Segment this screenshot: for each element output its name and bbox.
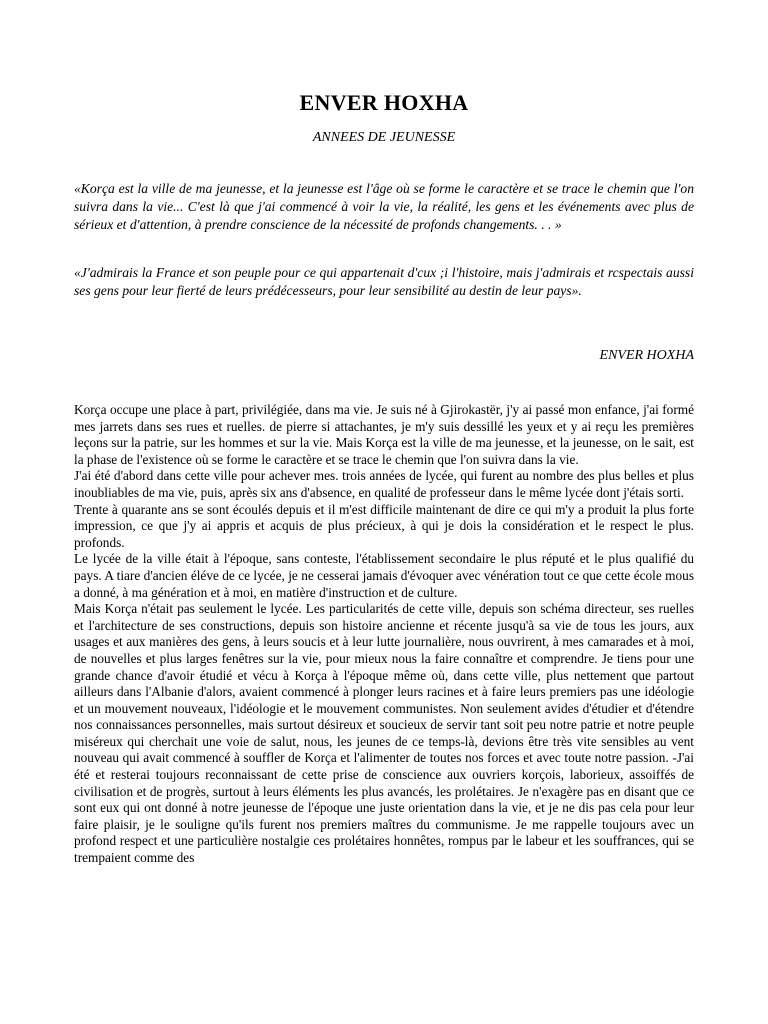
paragraph: Mais Korça n'était pas seulement le lycée. Les particularités de cette ville, depuis son schéma directeur, ses ruelles et l'architecture de ses constructions, depuis son histoire ancienne et récente jusqu'à sa vie de tous les jours, aux usages et aux manières des gens, à leurs soucis et à leur lutte journalière, nous ouvrirent, à mes camarades et à moi, de nouvelles et plus larges fenêtres sur la vie, pour mieux nous la faire connaître et comprendre. Je tiens pour une grande chance d'avoir étudié et vécu à Korça à l'époque même où, dans cette ville, plus nettement que partout ailleurs dans l'Albanie d'alors, avaient commencé à plonger leurs racines et à faire leurs premiers pas une idéologie et un mouvement nouveaux, l'idéologie et le mouvement communistes. Non seulement avides d'étudier et d'étendre nos connaissances personnelles, mais surtout désireux et soucieux de servir tant soit peu notre patrie et notre peuple miséreux qui cherchait une voie de salut, nous, les jeunes de ce temps-là, devions être très vite sensibles au vent nouveau qui avait commencé à souffler de Korça et l'alimenter de toutes nos forces et avec toute notre passion. -J'ai été et resterai toujours reconnaissant de cette prise de conscience aux ouvriers korçois, laborieux, assoiffés de civilisation et de progrès, surtout à leurs éléments les plus avancés, les prolétaires. Je n'exagère pas en disant que ce sont eux qui ont donné à notre jeunesse de l'époque une juste orientation dans la vie, et je ne dis pas cela pour leur faire plaisir, je le souligne qu'ils furent nos premiers maîtres du communisme. Je me rappelle toujours avec un profond respect et une particulière nostalgie ces prolétaires honnêtes, rompus par le labeur et les souffrances, qui se trempaient comme des: [74, 601, 694, 866]
epigraph-quote: «J'admirais la France et son peuple pour ce qui appartenait d'cux ;i l'histoire, mais j'admirais et rcspectais aussi ses gens pour leur fierté de leurs prédécesseurs, pour leur sensibilité au destin de leur pays».: [74, 265, 694, 298]
body-text: [74, 402, 694, 867]
paragraph: Trente à quarante ans se sont écoulés depuis et il m'est difficile maintenant de dire ce qui m'y a produit la plus forte impression, ce que j'y ai appris et acquis de plus précieux, à qui je dois la considération et le respect le plus. profonds.: [74, 501, 694, 550]
paragraph: Le lycée de la ville était à l'époque, sans conteste, l'établissement secondaire le plus réputé et le plus qualifié du pays. A tiare d'ancien éléve de ce lycée, je ne cesserai jamais d'évoquer avec vénération tout ce que cette école mous a donné, à ma génération et à moi, en matière d'instruction et de culture.: [74, 551, 694, 600]
epigraph-signature: ENVER HOXHA: [599, 348, 694, 363]
document-title: ENVER HOXHA: [299, 90, 469, 115]
paragraph: Korça occupe une place à part, privilégiée, dans ma vie. Je suis né à Gjirokastër, j'y ai passé mon enfance, j'ai formé mes jarrets dans ses rues et ruelles. de pierre si attachantes, je m'y suis dessillé les yeux et y ai reçu les premières leçons sur la patrie, sur les hommes et sur la vie. Mais Korça est la ville de ma jeunesse, et la jeunesse, on le sait, est la phase de l'existence où se forme le caractère et se trace le chemin que l'on suivra dans la vie.: [74, 402, 694, 467]
epigraph-quote: «Korça est la ville de ma jeunesse, et la jeunesse est l'âge où se forme le caractère et se trace le chemin que l'on suivra dans la vie... C'est là que j'ai commencé à voir la vie, la réalité, les gens et les événements avec plus de sérieux et d'attention, à prendre conscience de la nécessité de profonds changements. . . »: [74, 181, 694, 232]
paragraph: J'ai été d'abord dans cette ville pour achever mes. trois années de lycée, qui furent au nombre des plus belles et plus inoubliables de ma vie, puis, après six ans d'absence, en qualité de professeur dans le même lycée dont j'étais sorti.: [74, 468, 694, 500]
document-subtitle: ANNEES DE JEUNESSE: [312, 130, 456, 145]
